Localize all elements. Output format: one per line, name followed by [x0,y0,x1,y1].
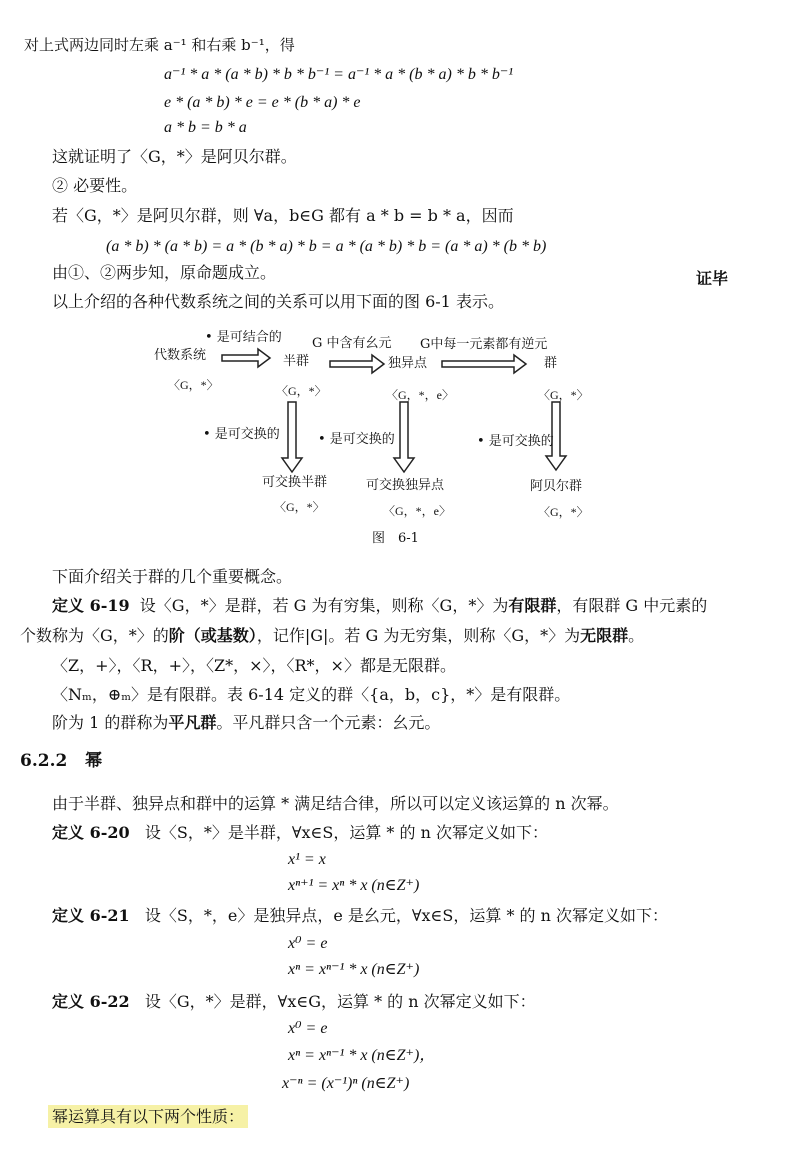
equation-1: a⁻¹ * a * (a * b) * b * b⁻¹ = a⁻¹ * a * (b * a) * b * b⁻¹ [164,66,514,83]
term-trivial-group: 平凡群 [168,713,217,732]
finite-groups-line: 〈Nₘ，⊕ₘ〉是有限群。表 6-14 定义的群〈{a，b，c}，*〉是有限群。 [52,685,571,704]
arrow-shape-1 [222,349,270,367]
def22-equation-3: x⁻ⁿ = (x⁻¹)ⁿ (n∈Z⁺) [282,1075,410,1092]
node-semigroup: 半群 [283,354,310,369]
definition-6-21-label: 定义 6-21 [52,906,130,925]
def22-equation-1: x⁰ = e [288,1020,328,1037]
term-infinite-group: 无限群 [580,626,629,645]
def22-equation-2: xⁿ = xⁿ⁻¹ * x (n∈Z⁺)， [288,1047,436,1064]
node-group-sig: 〈G，*〉 [538,388,589,402]
definition-6-22 [52,991,536,1013]
def21-equation-1: x⁰ = e [288,935,328,952]
term-finite-group: 有限群 [508,596,557,615]
powers-intro: 由于半群、独异点和群中的运算 * 满足结合律，所以可以定义该运算的 n 次幂。 [52,794,619,813]
definition-6-21 [52,905,668,927]
highlighted-properties-text: 幂运算具有以下两个性质： [48,1105,248,1128]
down-arrow-shape-1 [282,402,302,472]
def20-equation-2: xⁿ⁺¹ = xⁿ * x (n∈Z⁺) [288,877,420,894]
equation-3: a * b = b * a [164,119,247,136]
section-number: 6.2.2 [20,751,68,771]
qed-mark: 证毕 [696,269,729,288]
definition-6-22-label: 定义 6-22 [52,992,130,1011]
def20-text: 设〈S，*〉是半群，∀x∈S，运算 * 的 n 次幂定义如下： [144,823,548,842]
proof-intro-line: 对上式两边同时左乘 a⁻¹ 和右乘 b⁻¹，得 [24,36,295,54]
down-arrow-shape-2 [394,402,414,472]
necessity-line: ② 必要性。 [52,176,138,195]
node-algebraic-system: 代数系统 [154,348,207,363]
trivial-a: 阶为 1 的群称为 [52,713,169,732]
proved-line: 这就证明了〈G，*〉是阿贝尔群。 [52,147,297,166]
definition-6-20 [52,822,548,844]
node-algebraic-system-sig: 〈G，*〉 [168,378,219,392]
def22-text: 设〈G，*〉是群，∀x∈G，运算 * 的 n 次幂定义如下： [144,992,536,1011]
node-group: 群 [544,356,558,371]
node-abelian-group-sig: 〈G，*〉 [538,505,589,519]
term-order: 阶（或基数） [168,626,257,645]
def21-equation-2: xⁿ = xⁿ⁻¹ * x (n∈Z⁺) [288,961,420,978]
node-commutative-semigroup: 可交换半群 [262,475,328,490]
def21-text: 设〈S，*，e〉是独异点，e 是幺元，∀x∈S，运算 * 的 n 次幂定义如下： [144,906,669,925]
def19-line2-b: ，记作|G|。若 G 为无穷集，则称〈G，*〉为 [256,626,581,645]
arrow-label-associative: • 是可结合的 [205,330,282,345]
equation-2: e * (a * b) * e = e * (b * a) * e [164,94,361,111]
definition-6-19-line2 [20,625,644,647]
node-commutative-monoid: 可交换独异点 [366,478,445,493]
def19-line2-a: 个数称为〈G，*〉的 [20,626,169,645]
node-commutative-semigroup-sig: 〈G，*〉 [274,500,325,514]
trivial-b: 。平凡群只含一个元素：幺元。 [216,713,441,732]
node-commutative-monoid-sig: 〈G，*，e〉 [383,504,451,518]
def20-equation-1: x¹ = x [288,851,326,868]
arrow-shape-3 [442,355,526,373]
def19-text-b: ，有限群 G 中元素的 [556,596,708,615]
section-title: 幂 [85,751,103,771]
down-label-2: • 是可交换的 [318,432,395,447]
properties-line [48,1106,248,1128]
concepts-intro: 下面介绍关于群的几个重要概念。 [52,567,293,586]
down-label-1: • 是可交换的 [203,427,280,442]
def19-text-a: 设〈G，*〉是群，若 G 为有穷集，则称〈G，*〉为 [139,596,509,615]
arrow-label-inverse: G中每一元素都有逆元 [420,337,548,352]
node-monoid-sig: 〈G，*，e〉 [386,388,454,402]
infinite-groups-line: 〈Z，+〉，〈R，+〉，〈Z*，×〉，〈R*，×〉都是无限群。 [52,656,456,675]
if-abelian-line: 若〈G，*〉是阿贝尔群，则 ∀a，b∈G 都有 a * b = b * a，因而 [52,206,514,225]
definition-6-19-label: 定义 6-19 [52,596,130,615]
def19-line2-c: 。 [628,626,645,645]
figure-caption: 图 6-1 [372,531,419,546]
definition-6-19-line1 [52,595,707,617]
down-label-3: • 是可交换的 [477,434,554,449]
trivial-group-line [52,712,440,734]
node-abelian-group: 阿贝尔群 [530,479,583,494]
relation-line: 以上介绍的各种代数系统之间的关系可以用下面的图 6-1 表示。 [52,292,504,311]
node-monoid: 独异点 [388,356,428,371]
section-heading [20,750,102,772]
conclusion-line: 由①、②两步知，原命题成立。 [52,263,277,282]
node-semigroup-sig: 〈G，*〉 [276,384,327,398]
equation-4: (a * b) * (a * b) = a * (b * a) * b = a * (a * b) * b = (a * a) * (b * b) [106,238,547,255]
definition-6-20-label: 定义 6-20 [52,823,130,842]
arrow-label-identity: G 中含有幺元 [312,336,392,351]
arrow-shape-2 [330,355,384,373]
